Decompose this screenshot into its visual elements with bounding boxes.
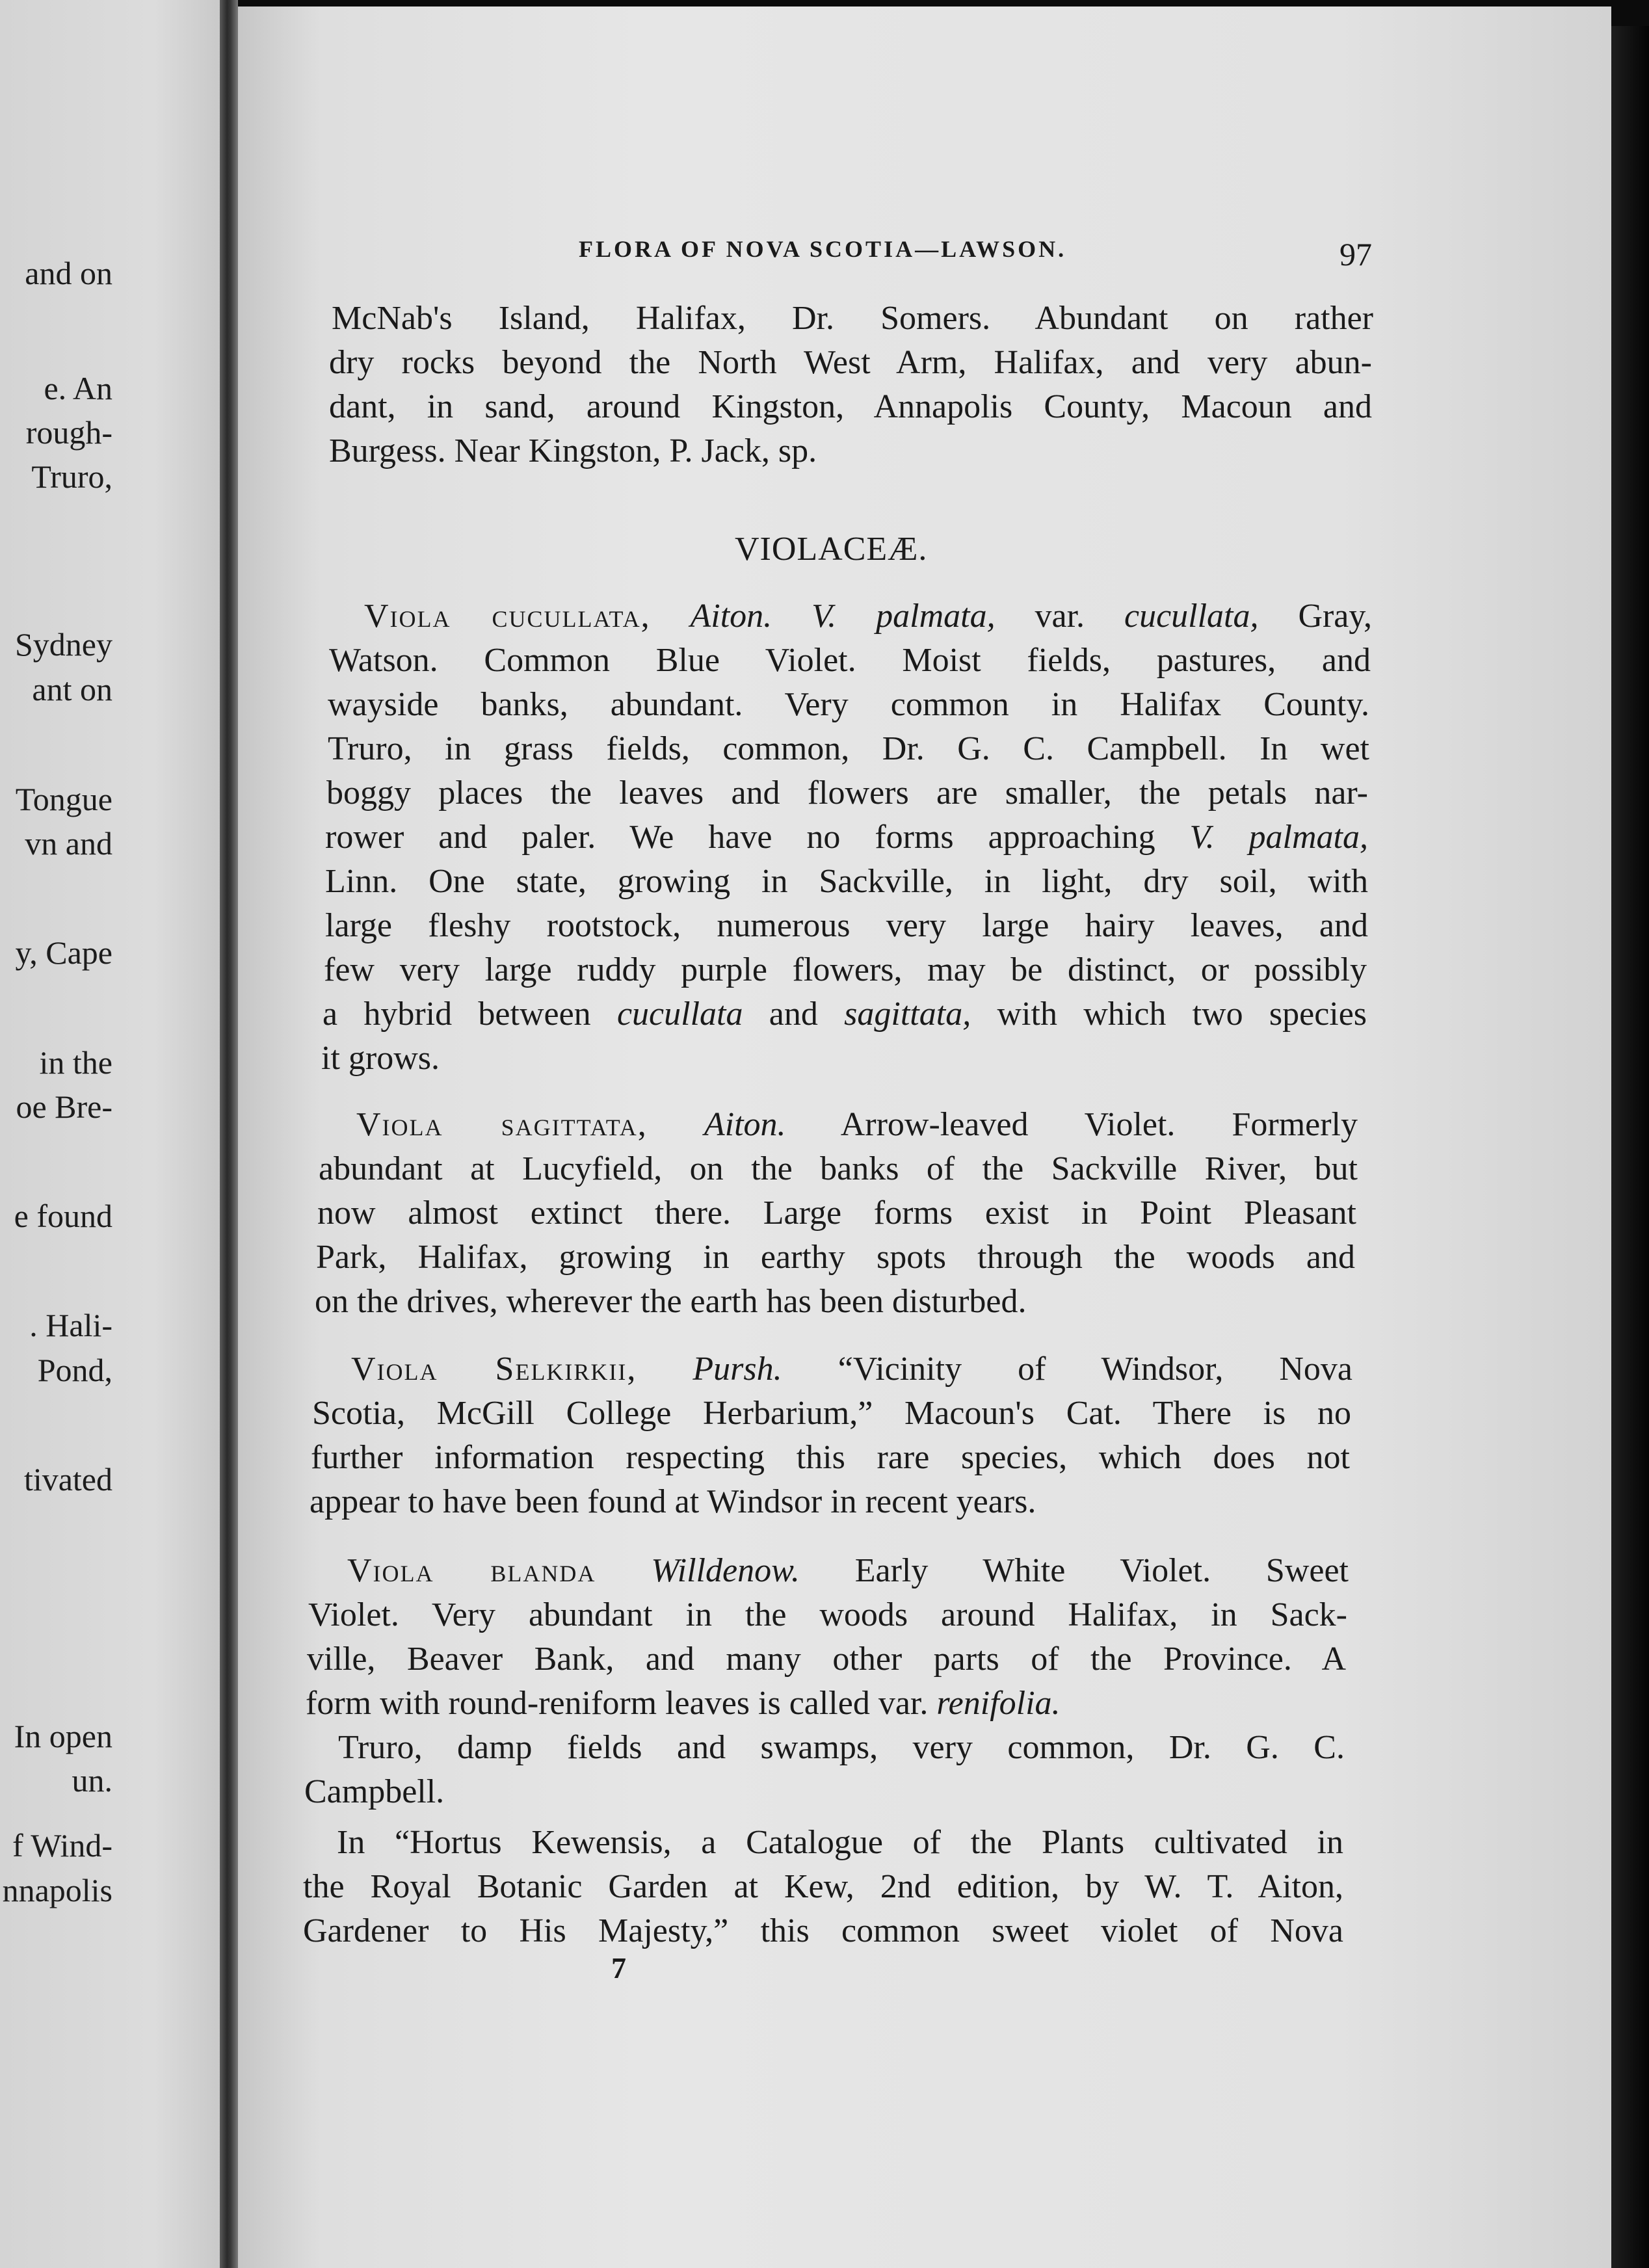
left-page-line: Tongue: [15, 781, 112, 817]
species-authority: Aiton.: [704, 1106, 786, 1143]
cucullata-line-4: Truro, in grass fields, common, Dr. G. C. Campbell. In wet: [328, 730, 1369, 767]
left-page-line: e. An: [44, 370, 112, 406]
blanda-line-7: In “Hortus Kewensis, a Catalogue of the Plants cultivated in: [337, 1824, 1343, 1861]
blanda-line-4: [306, 1687, 1061, 1721]
intro-line-4: Burgess. Near Kingston, P. Jack, sp.: [329, 432, 817, 469]
left-page-line: and on: [25, 255, 112, 291]
italic-term: renifolia.: [936, 1685, 1061, 1722]
left-page-line: . Hali-: [29, 1307, 112, 1343]
blanda-line-9: Gardener to His Majesty,” this common sweet violet of Nova: [303, 1912, 1343, 1949]
page-number: 97: [1339, 236, 1372, 272]
intro-line-1: McNab's Island, Halifax, Dr. Somers. Abundant on rather: [332, 300, 1373, 337]
left-page-line: y, Cape: [15, 934, 112, 971]
page-edge: [1611, 26, 1649, 2268]
left-page-line: f Wind-: [12, 1827, 112, 1864]
blanda-line-5: Truro, damp fields and swamps, very common, Dr. G. C.: [338, 1729, 1345, 1766]
species-authority: Pursh.: [693, 1351, 782, 1388]
species-name: Viola cucullata,: [364, 598, 651, 635]
cucullata-line-3: wayside banks, abundant. Very common in Halifax County.: [328, 686, 1369, 723]
synonym: V. palmata,: [811, 598, 996, 635]
blanda-line-2: Violet. Very abundant in the woods around Halifax, in Sack-: [308, 1596, 1347, 1633]
sagittata-line-5: on the drives, wherever the earth has been disturbed.: [315, 1283, 1027, 1320]
intro-line-3: dant, in sand, around Kingston, Annapolis County, Macoun and: [329, 388, 1372, 425]
selkirkii-line-1: [351, 1352, 1352, 1386]
sagittata-line-2: abundant at Lucyfield, on the banks of the Sackville River, but: [319, 1150, 1358, 1187]
book-gutter: [220, 0, 238, 2268]
left-page: [0, 0, 220, 2268]
running-title: FLORA OF NOVA SCOTIA—LAWSON.: [579, 236, 1067, 262]
cucullata-line-7: Linn. One state, growing in Sackville, in light, dry soil, with: [325, 863, 1368, 900]
left-page-line: in the: [39, 1044, 112, 1081]
blanda-line-8: the Royal Botanic Garden at Kew, 2nd edition, by W. T. Aiton,: [303, 1868, 1343, 1905]
line-rest: Early White Violet. Sweet: [854, 1552, 1349, 1589]
blanda-line-1: [347, 1554, 1349, 1588]
cucullata-line-1: [364, 600, 1372, 633]
line-pre: form with round-reniform leaves is called var.: [306, 1685, 929, 1722]
left-page-line: Truro,: [31, 458, 112, 495]
blanda-line-3: ville, Beaver Bank, and many other parts of the Province. A: [307, 1641, 1346, 1678]
species-name: Viola Selkirkii,: [351, 1351, 637, 1388]
selkirkii-line-3: further information respecting this rare species, which does not: [311, 1439, 1350, 1476]
sagittata-line-4: Park, Halifax, growing in earthy spots through the woods and: [316, 1239, 1355, 1276]
cucullata-line-2: Watson. Common Blue Violet. Moist fields, pastures, and: [329, 642, 1371, 679]
selkirkii-line-4: appear to have been found at Windsor in recent years.: [310, 1483, 1036, 1520]
variety-name: cucullata,: [1124, 598, 1259, 635]
cucullata-line-8: large fleshy rootstock, numerous very large hairy leaves, and: [325, 907, 1368, 944]
species-name: Viola sagittata,: [356, 1106, 648, 1143]
line-pre: rower and paler. We have no forms approaching: [325, 819, 1155, 856]
left-page-line: ant on: [32, 671, 112, 707]
cucullata-line-5: boggy places the leaves and flowers are smaller, the petals nar-: [326, 774, 1368, 811]
left-page-line: Pond,: [37, 1352, 112, 1388]
sagittata-line-1: [356, 1108, 1358, 1142]
cucullata-line-11: it grows.: [321, 1040, 440, 1077]
var-text: var.: [1035, 598, 1085, 635]
left-page-line: vn and: [25, 825, 112, 862]
left-page-line: nnapolis: [2, 1872, 112, 1908]
left-page-line: rough-: [25, 414, 112, 451]
left-page-line: un.: [72, 1762, 112, 1799]
line-rest: Gray,: [1298, 598, 1373, 635]
species-name: Viola blanda: [347, 1552, 596, 1589]
sagittata-line-3: now almost extinct there. Large forms exist in Point Pleasant: [317, 1194, 1356, 1232]
cucullata-line-6: [325, 821, 1368, 854]
italic-term: V. palmata,: [1189, 819, 1369, 856]
intro-line-2: dry rocks beyond the North West Arm, Halifax, and very abun-: [329, 344, 1372, 381]
species-authority: Willdenow.: [651, 1552, 800, 1589]
line-rest: Arrow-leaved Violet. Formerly: [840, 1106, 1358, 1143]
italic-term: sagittata,: [844, 996, 971, 1033]
selkirkii-line-2: Scotia, McGill College Herbarium,” Macoun's Cat. There is no: [312, 1395, 1351, 1432]
left-page-line: e found: [14, 1198, 112, 1234]
species-authority: Aiton.: [690, 598, 772, 635]
line-mid: and: [769, 996, 818, 1033]
cucullata-line-9: few very large ruddy purple flowers, may be distinct, or possibly: [324, 951, 1367, 988]
italic-term: cucullata: [616, 996, 743, 1033]
left-page-line: tivated: [23, 1461, 112, 1497]
line-rest: “Vicinity of Windsor, Nova: [838, 1351, 1353, 1388]
left-page-line: oe Bre-: [16, 1088, 112, 1125]
family-heading: VIOLACEÆ.: [735, 531, 928, 568]
blanda-line-6: Campbell.: [304, 1773, 445, 1810]
left-page-line: In open: [14, 1718, 112, 1754]
line-post: with which two species: [997, 996, 1367, 1033]
cucullata-line-10: [323, 997, 1367, 1031]
line-pre: a hybrid between: [323, 996, 591, 1033]
left-page-line: Sydney: [15, 626, 112, 663]
signature-mark: 7: [611, 1951, 626, 1984]
